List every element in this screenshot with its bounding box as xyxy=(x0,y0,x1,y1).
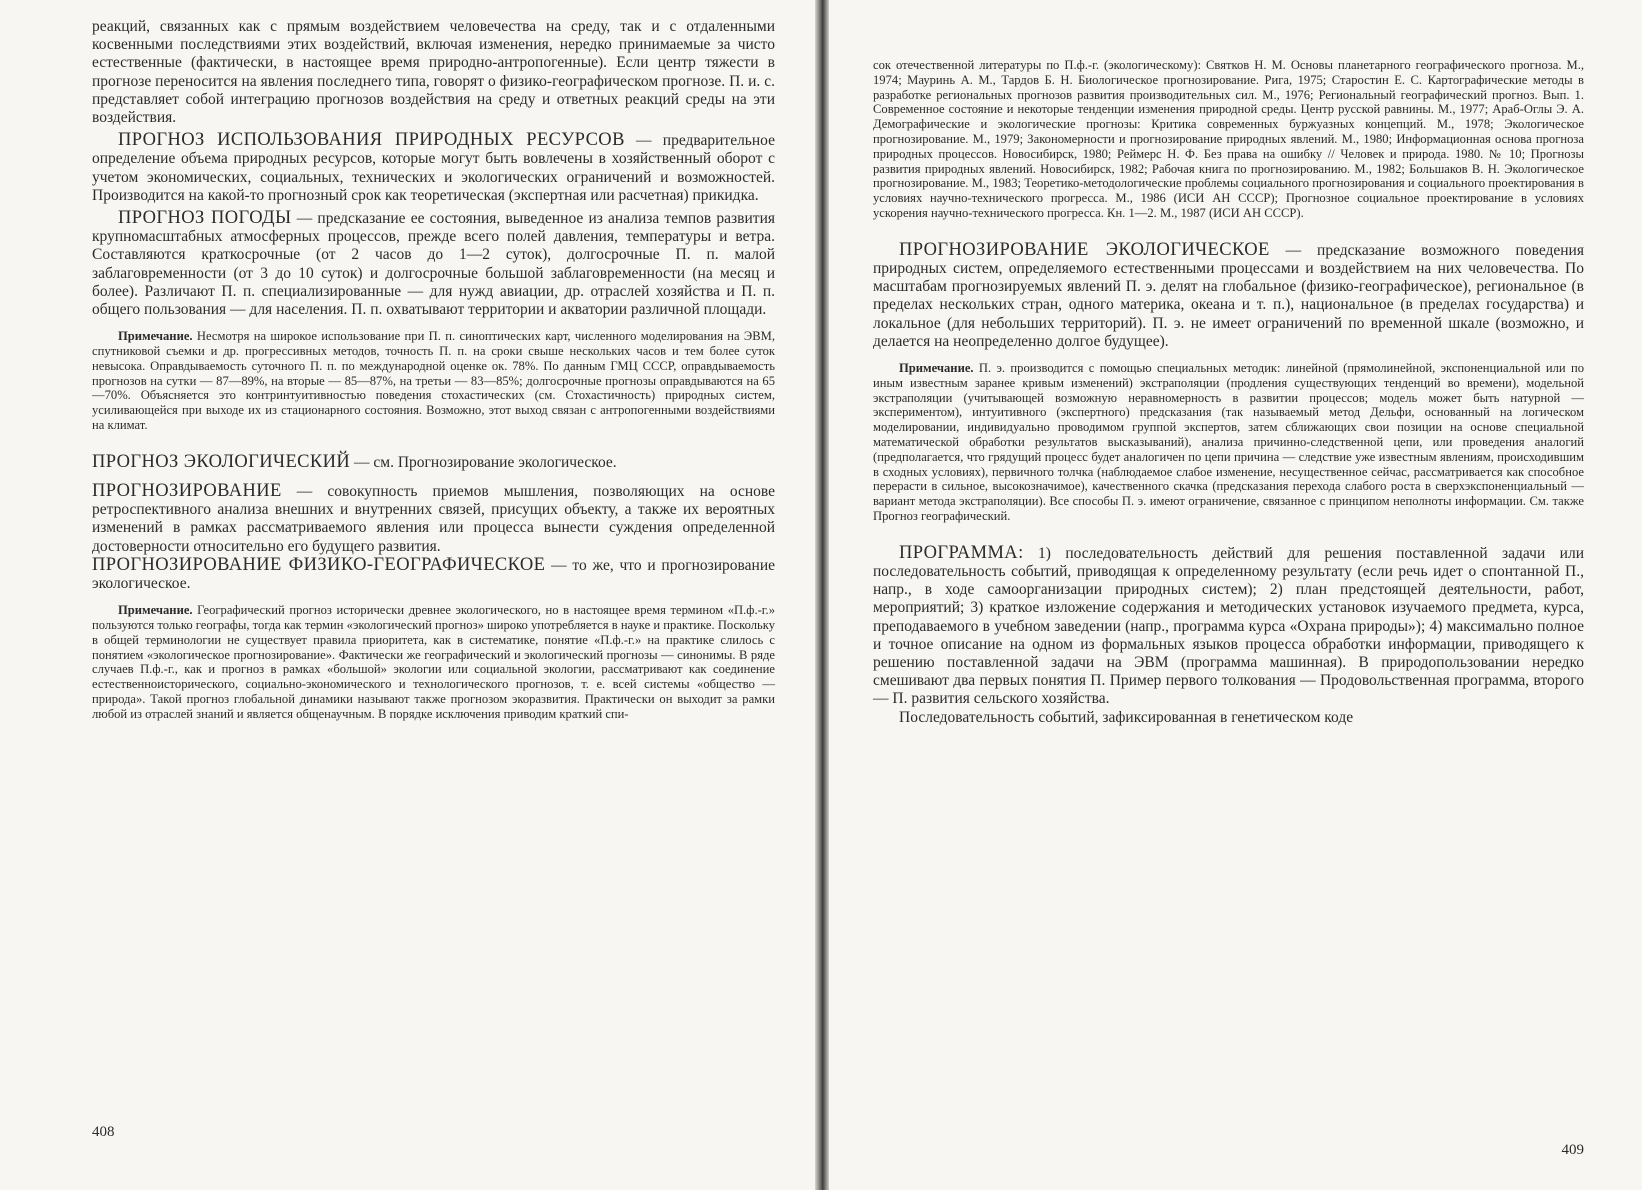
definition: 1) последовательность действий для решения поставленной задачи или последовательность событий, приводящая к определенному результату (если речь идет о спонтанной П., напр., в ходе самоорганизации природных систем); 2) план предстоящей деятельности, работ, мероприятий; 3) краткое изложение содержания и методических установок изучаемого предмета, курса, преподаваемого в учебном заведении (напр., программа курса «Охрана природы»); 4) максимально полное и точное описание на одном из формальных языков процесса обработки информации, приводящего к решению поставленной задачи на ЭВМ (программа машинная). В природопользовании нередко смешивают два первых понятия П. Пример первого толкования — Продовольственная программа, второго — П. развития сельского хозяйства. xyxy=(873,544,1584,708)
paragraph-continuation: реакций, связанных как с прямым воздействием человечества на среду, так и с отдаленными косвенными последствиями этих воздействий, включая изменения, нередко принимаемые за чисто естественные (фактически, в настоящее время природно-антропогенные). Если центр тяжести в прогнозе переносится на явления последнего типа, говорят о физико-географическом прогнозе. П. и. с. представляет собой интеграцию прогнозов воздействия на среду и ответных реакций среды на эти воздействия. xyxy=(92,18,775,127)
entry-prognoz-pogody xyxy=(92,209,775,319)
headword: ПРОГНОЗ ПОГОДЫ xyxy=(118,208,292,229)
headword: ПРОГНОЗ ИСПОЛЬЗОВАНИЯ ПРИРОДНЫХ РЕСУРСОВ xyxy=(118,130,625,151)
note-label: Примечание. xyxy=(118,603,193,618)
headword: ПРОГРАММА: xyxy=(899,542,1024,563)
page-number: 409 xyxy=(1561,1142,1584,1158)
note-text: П. э. производится с помощью специальных методик: линейной (прямолинейной, экспоненциальной или по иным известным заранее кривым изменений) экстраполяции (продления существующих тенденций во времени), модельной экстраполяции (учитывающей возможную неравномерность в развитии процессов; модель может быть натурной — экспериментом), интуитивного (экспертного) предсказания (так называемый метод Дельфи, основанный на логическом моделировании, индивидуально проводимом группой экспертов, затем сближающих свои позиции на основе специальной математической обработки результатов высказываний), анализа причинно-следственной цепи, или проведения аналогий (предполагается, что грядущий процесс будет аналогичен по цепи причина — следствие уже известным явлениям, происходившим в сходных условиях), первичного толчка (наблюдаемое слабое изменение, несущественное сейчас, рассматривается как способное перерасти в сильное, высокозначимое), качественного скачка (предсказания перехода слабого роста в сверхэкспоненциальный — вариант метода экстраполяции). Все способы П. э. имеют ограничение, связанное с принципом неполноты информации. См. также Прогноз географический. xyxy=(873,360,1584,523)
book-gutter xyxy=(815,0,829,1190)
entry-prognozirovanie xyxy=(92,482,775,556)
entry-prognoz-ispolzovaniya-resursov xyxy=(92,131,775,205)
note-label: Примечание. xyxy=(118,329,193,344)
note-prognoz-pogody xyxy=(92,329,775,433)
headword: ПРОГНОЗИРОВАНИЕ xyxy=(92,481,282,502)
entry-prognoz-ekologicheskiy xyxy=(92,453,775,472)
bibliography-list: сок отечественной литературы по П.ф.-г. (экологическому): Святков Н. М. Основы планетарного географического прогноза. М., 1974; Мауринь А. М., Тардов Б. Н. Биологическое прогнозирование. Рига, 1975; Старостин Е. С. Картографические методы в разработке региональных прогнозов развития производительных сил. М., 1976; Региональный географический прогноз. Вып. 1. Современное состояние и некоторые тенденции изменения природной среды. Центр русской равнины. М., 1977; Араб-Оглы Э. А. Демографические и экологические прогнозы: Критика современных буржуазных концепций. М., 1978; Экологическое прогнозирование. М., 1979; Закономерности и прогнозирование природных явлений. М., 1980; Информационная основа прогноза природных процессов. Новосибирск, 1980; Реймерс Н. Ф. Без права на ошибку // Человек и природа. 1980. № 10; Прогнозы развития природных явлений. Новосибирск, 1982; Рабочая книга по прогнозированию. М., 1982; Большаков В. Н. Экологическое прогнозирование. М., 1983; Теоретико-методологические проблемы социального прогнозирования и социального проектирования в условиях научно-технического прогресса. М., 1986 (ИСИ АН СССР); Прогнозное социальное проектирование в условиях ускорения научно-технического прогресса. Кн. 1—2. М., 1987 (ИСИ АН СССР). xyxy=(873,58,1584,220)
note-prognozirovanie-ekologicheskoe xyxy=(873,361,1584,524)
note-label: Примечание. xyxy=(899,360,974,375)
right-page xyxy=(829,0,1642,1190)
entry-programma xyxy=(873,544,1584,709)
definition: — предсказание ее состояния, выведенное из анализа темпов развития крупномасштабных атмосферных процессов, прежде всего полей давления, температуры и ветра. Составляются краткосрочные (от 2 часов до 1—2 суток), долгосрочные П. п. малой заблаговременности (от 3 до 10 суток) и долгосрочные большой заблаговременности (на месяц и более). Различают П. п. специализированные — для нужд авиации, др. отраслей хозяйства и П. п. общего пользования — для населения. П. п. охватывают территории и акватории различной площади. xyxy=(92,210,775,319)
headword: ПРОГНОЗИРОВАНИЕ ФИЗИКО-ГЕОГРАФИЧЕСКОЕ xyxy=(92,554,546,575)
page-number: 408 xyxy=(92,1124,115,1140)
note-text: Географический прогноз исторически древнее экологического, но в настоящее время термином «П.ф.-г.» пользуются только географы, тогда как термин «экологический прогноз» широко употребляется в науке и практике. Поскольку в общей терминологии не существует правила приоритета, как в систематике, понятие «П.ф.-г.» на практике слилось с понятием «экологическое прогнозирование». Фактически же географический и экологический прогнозы — синонимы. В ряде случаев П.ф.-г., как и прогноз в рамках «большой» экологии или социальной экологии, рассматривают как соединение естественноисторического, социально-экономического и технологического прогнозов, т. е. всей системы «общество — природа». Такой прогноз глобальной динамики называют также прогнозом экоразвития. Практически он выходит за рамки любой из отраслей знаний и является общенаучным. В порядке исключения приводим краткий спи- xyxy=(92,603,775,721)
note-text: Несмотря на широкое использование при П. п. синоптических карт, численного моделирования на ЭВМ, спутниковой съемки и др. прогрессивных методов, точность П. п. на сроки свыше нескольких часов и тем более суток невысока. Оправдываемость суточного П. п. по международной оценке ок. 78%. По данным ГМЦ СССР, оправдываемость прогнозов на сутки — 87—89%, на вторые — 85—87%, на третьи — 83—85%; долгосрочные прогнозы оправдываются на 65—70%. Объясняется это контринтуитивностью поведения стохастических (см. Стохастичность) природных систем, усиливающейся при выходе их из стационарного состояния. Возможно, этот выход связан с антропогенными воздействиями на климат. xyxy=(92,329,775,433)
headword: ПРОГНОЗ ЭКОЛОГИЧЕСКИЙ xyxy=(92,451,351,472)
definition: — предсказание возможного поведения природных систем, определяемого естественными процессами и воздействием на них человечества. По масштабам прогнозируемых явлений П. э. делят на глобальное (физико-географическое), региональное (в пределах нескольких стран, одного материка, океана и т. п.), национальное (в пределах государства) и локальное (для небольших территорий). П. э. не имеет ограничений по временной шкале (возможно, и делается на неопределенно долгое будущее). xyxy=(873,241,1584,350)
paragraph-last-line: Последовательность событий, зафиксированная в генетическом коде xyxy=(899,708,1354,726)
note-fiziko-geograficheskoe xyxy=(92,603,775,721)
definition: — предварительное определение объема природных ресурсов, которые могут быть вовлечены в хозяйственный оборот с учетом экономических, социальных, технических и экологических ограничений и возможностей. Производится на какой-то прогнозный срок как теоретическая (экспертная или расчетная) прикидка. xyxy=(92,132,775,204)
left-page xyxy=(0,0,815,1190)
entry-prognozirovanie-ekologicheskoe xyxy=(873,241,1584,351)
definition: — см. Прогнозирование экологическое. xyxy=(350,453,617,471)
definition: — совокупность приемов мышления, позволяющих на основе ретроспективного анализа внешних и внутренних связей, присущих объекту, а также их вероятных изменений в рамках рассматриваемого явления или процесса вынести суждения определенной достоверности относительно его будущего развития. xyxy=(92,483,775,555)
headword: ПРОГНОЗИРОВАНИЕ ЭКОЛОГИЧЕСКОЕ xyxy=(899,239,1270,260)
entry-prognozirovanie-fiziko-geograficheskoe xyxy=(92,556,775,593)
definition: — то же, что и прогнозирование экологическое. xyxy=(92,556,775,593)
